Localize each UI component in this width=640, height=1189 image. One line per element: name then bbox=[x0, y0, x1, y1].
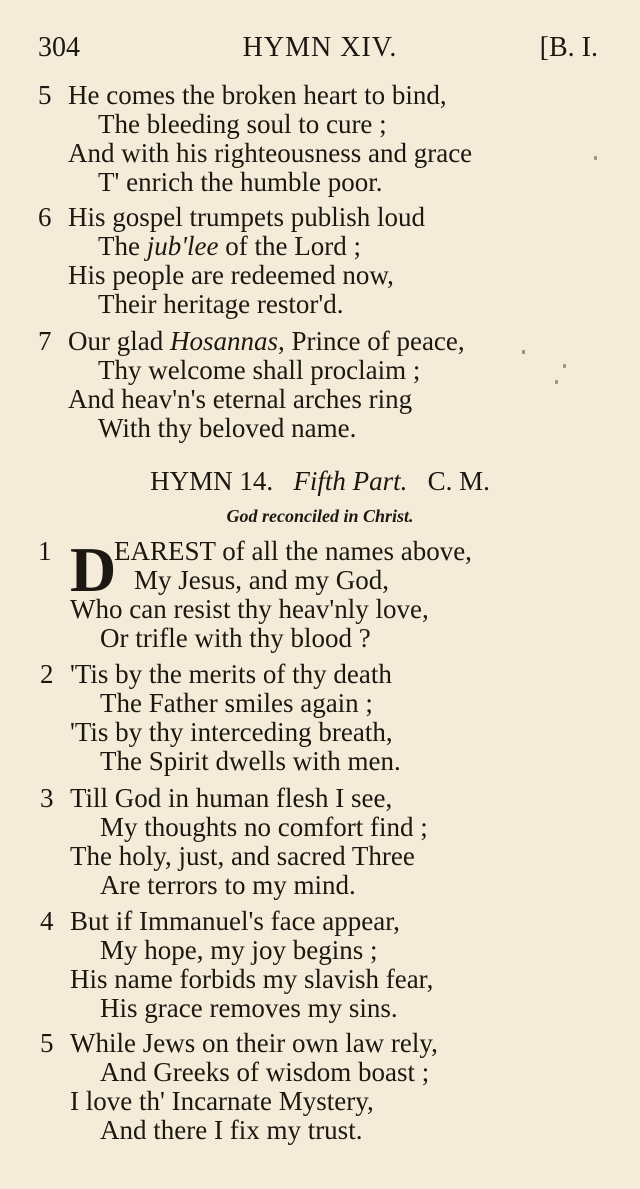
verse-line: With thy beloved name. bbox=[98, 413, 357, 443]
verse-line: And Greeks of wisdom boast ; bbox=[100, 1057, 430, 1087]
verse-line: I love th' Incarnate Mystery, bbox=[70, 1086, 374, 1116]
verse-number: 3 bbox=[40, 783, 54, 813]
italic-word: jub'lee bbox=[146, 231, 219, 261]
verse-line: And with his righteousness and grace bbox=[68, 138, 473, 168]
verse-line: His grace removes my sins. bbox=[100, 993, 398, 1023]
paper-speck bbox=[594, 156, 597, 160]
running-title: HYMN XIV. bbox=[242, 32, 398, 63]
verse-line: His name forbids my slavish fear, bbox=[70, 964, 434, 994]
verse-number: 2 bbox=[40, 659, 54, 689]
verse-number: 5 bbox=[40, 1028, 54, 1058]
verse-line: Their heritage restor'd. bbox=[98, 289, 344, 319]
verse-line: Thy welcome shall proclaim ; bbox=[98, 355, 421, 385]
page-number: 304 bbox=[38, 32, 80, 63]
line-start: Our glad bbox=[68, 326, 164, 356]
verse-line: My thoughts no comfort find ; bbox=[100, 812, 428, 842]
verse-line bbox=[98, 231, 361, 261]
italic-word: Hosannas bbox=[169, 326, 278, 356]
hymn-part: Fifth Part. bbox=[293, 466, 408, 496]
verse-number: 1 bbox=[38, 536, 52, 566]
verse-line: Till God in human flesh I see, bbox=[70, 783, 393, 813]
page-header bbox=[0, 32, 640, 66]
verse-line: The Father smiles again ; bbox=[100, 688, 373, 718]
verse-line: 'Tis by the merits of thy death bbox=[70, 659, 392, 689]
verse-number: 4 bbox=[40, 906, 54, 936]
verse-number: 6 bbox=[38, 202, 52, 232]
verse-line: The bleeding soul to cure ; bbox=[98, 109, 387, 139]
verse-line: Who can resist thy heav'nly love, bbox=[70, 594, 429, 624]
paper-speck bbox=[522, 350, 525, 354]
paper-speck bbox=[563, 364, 566, 368]
verse-number: 5 bbox=[38, 80, 52, 110]
hymn-heading bbox=[0, 466, 640, 497]
verse-line: The holy, just, and sacred Three bbox=[70, 841, 415, 871]
verse-line: My Jesus, and my God, bbox=[134, 565, 389, 595]
verse-line: The Spirit dwells with men. bbox=[100, 746, 401, 776]
book-section: [B. I. bbox=[539, 32, 598, 63]
drop-cap: D bbox=[70, 534, 117, 605]
line-rest: , Prince of peace, bbox=[278, 326, 465, 356]
line-prefix: The bbox=[98, 231, 147, 261]
paper-speck bbox=[555, 380, 558, 384]
hymn-subtitle: God reconciled in Christ. bbox=[226, 506, 414, 526]
verse-line: His gospel trumpets publish loud bbox=[68, 202, 425, 232]
verse-line: T' enrich the humble poor. bbox=[98, 167, 383, 197]
verse-number: 7 bbox=[38, 326, 52, 356]
verse-line: While Jews on their own law rely, bbox=[70, 1028, 438, 1058]
line-rest: of the Lord ; bbox=[225, 231, 361, 261]
verse-line: But if Immanuel's face appear, bbox=[70, 906, 400, 936]
hymn-meter: C. M. bbox=[427, 466, 490, 496]
verse-line: His people are redeemed now, bbox=[68, 260, 394, 290]
hymn-number: HYMN 14. bbox=[150, 466, 274, 496]
verse-line: Or trifle with thy blood ? bbox=[100, 623, 371, 653]
verse-line: And there I fix my trust. bbox=[100, 1115, 363, 1145]
verse-line: EAREST of all the names above, bbox=[114, 536, 472, 566]
verse-line: 'Tis by thy interceding breath, bbox=[70, 717, 393, 747]
verse-line: And heav'n's eternal arches ring bbox=[68, 384, 413, 414]
verse-line: He comes the broken heart to bind, bbox=[68, 80, 447, 110]
verse-line bbox=[68, 326, 465, 356]
verse-line: Are terrors to my mind. bbox=[100, 870, 356, 900]
verse-line: My hope, my joy begins ; bbox=[100, 935, 378, 965]
